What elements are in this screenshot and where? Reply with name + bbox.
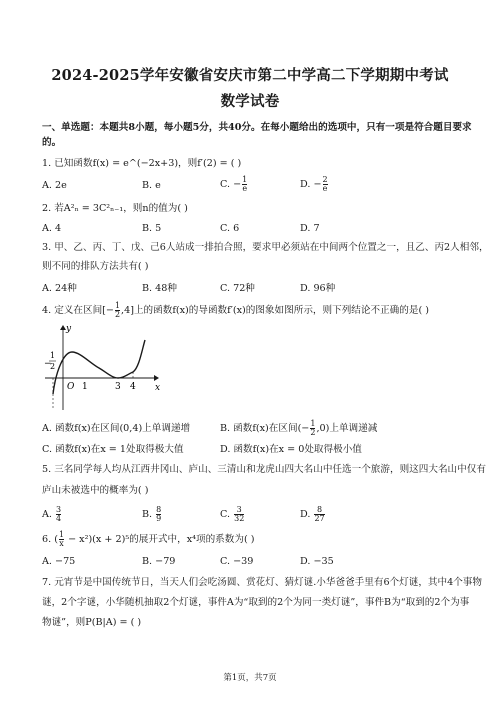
q4-option-b: B. 函数f(x)在区间(− $\frac{1}{2}$ ,0)上单调递减	[220, 419, 378, 437]
q4-option-d: D. 函数f(x)在x = 0处取得极小值	[220, 444, 362, 455]
y-axis-label: y	[66, 324, 72, 334]
derivative-graph	[42, 322, 172, 414]
q6-option-c: C. −39	[220, 556, 254, 567]
x-axis-label: x	[155, 383, 161, 393]
q3-stem-line1: 3. 甲、乙、丙、丁、戊、己6人站成一排拍合照，要求甲必须站在中间两个位置之一，且乙、丙2人相邻，	[42, 242, 489, 253]
q5-option-d: D. $\frac{8}{27}$	[300, 505, 325, 523]
q3-stem-line2: 则不同的排队方法共有( )	[42, 261, 149, 272]
q1-option-d: D. − $\frac{2}{e}$	[300, 175, 328, 193]
q5-stem-line1: 5. 三名同学每人均从江西井冈山、庐山、三清山和龙虎山四大名山中任选一个旅游，则这四大名山中仅有	[42, 464, 486, 475]
q5-stem-line2: 庐山未被选中的概率为( )	[42, 485, 149, 496]
q3-option-c: C. 72种	[220, 283, 255, 294]
exam-subtitle: 数学试卷	[220, 93, 280, 110]
q2-stem: 2. 若A²ₙ = 3C²ₙ₋₁，则n的值为( )	[42, 203, 188, 214]
origin-label: O	[67, 382, 75, 392]
section-heading: 一、单选题：本题共8小题，每小题5分，共40分。在每小题给出的选项中，只有一项是符合题目要求	[42, 122, 472, 133]
q2-option-a: A. 4	[42, 223, 62, 234]
q6-option-b: B. −79	[142, 556, 176, 567]
exam-title: 2024-2025学年安徽省安庆市第二中学高二下学期期中考试	[51, 67, 449, 84]
q3-option-a: A. 24种	[42, 283, 77, 294]
page-footer: 第1页，共7页	[223, 673, 277, 683]
q1-option-c: C. − $\frac{1}{e}$	[220, 175, 248, 193]
q1-option-a: A. 2e	[42, 180, 67, 191]
q7-stem-line2: 谜，2个字谜，小华随机抽取2个灯谜，事件A为“取到的2个为同一类灯谜”，事件B为“取到的2个为事	[42, 597, 470, 608]
tick-neg-sign: −	[44, 359, 52, 369]
q1-option-b: B. e	[142, 180, 161, 191]
q6-option-d: D. −35	[300, 556, 334, 567]
q7-stem-line3: 物谜”，则P(B|A) = ( )	[42, 617, 142, 628]
q1-stem: 1. 已知函数f(x) = e^(−2x+3)，则f′(2) = ( )	[42, 158, 242, 169]
tick-3: 3	[115, 382, 121, 392]
x-axis-arrow-icon	[154, 375, 159, 381]
section-heading-cont: 的。	[42, 137, 62, 148]
q7-stem-line1: 7. 元宵节是中国传统节日，当天人们会吃汤圆、赏花灯、猜灯谜.小华爸爸手里有6个灯谜，其中4个事物	[42, 577, 482, 588]
q5-option-c: C. $\frac{3}{32}$	[220, 505, 245, 523]
q6-option-a: A. −75	[42, 556, 76, 567]
tick-half-den: 2	[50, 362, 56, 371]
q6-stem: 6. ( $\frac{1}{x}$ − x²)(x + 2)⁵的展开式中，x⁴项的系数为( )	[42, 530, 255, 548]
tick-1: 1	[82, 382, 88, 392]
q4-option-c: C. 函数f(x)在x = 1处取得极大值	[42, 444, 184, 455]
tick-half-num: 1	[50, 351, 56, 360]
q4-stem: 4. 定义在区间[− $\frac{1}{2}$ ,4]上的函数f(x)的导函数f′(x)的图象如图所示，则下列结论不正确的是( )	[42, 301, 429, 319]
q2-option-b: B. 5	[142, 223, 162, 234]
q3-option-b: B. 48种	[142, 283, 177, 294]
tick-4: 4	[130, 382, 136, 392]
q2-option-c: C. 6	[220, 223, 240, 234]
q5-option-b: B. $\frac{8}{9}$	[142, 505, 162, 523]
q3-option-d: D. 96种	[300, 283, 336, 294]
q4-option-a: A. 函数f(x)在区间(0,4)上单调递增	[42, 423, 191, 434]
q5-option-a: A. $\frac{3}{4}$	[42, 505, 62, 523]
q2-option-d: D. 7	[300, 223, 320, 234]
